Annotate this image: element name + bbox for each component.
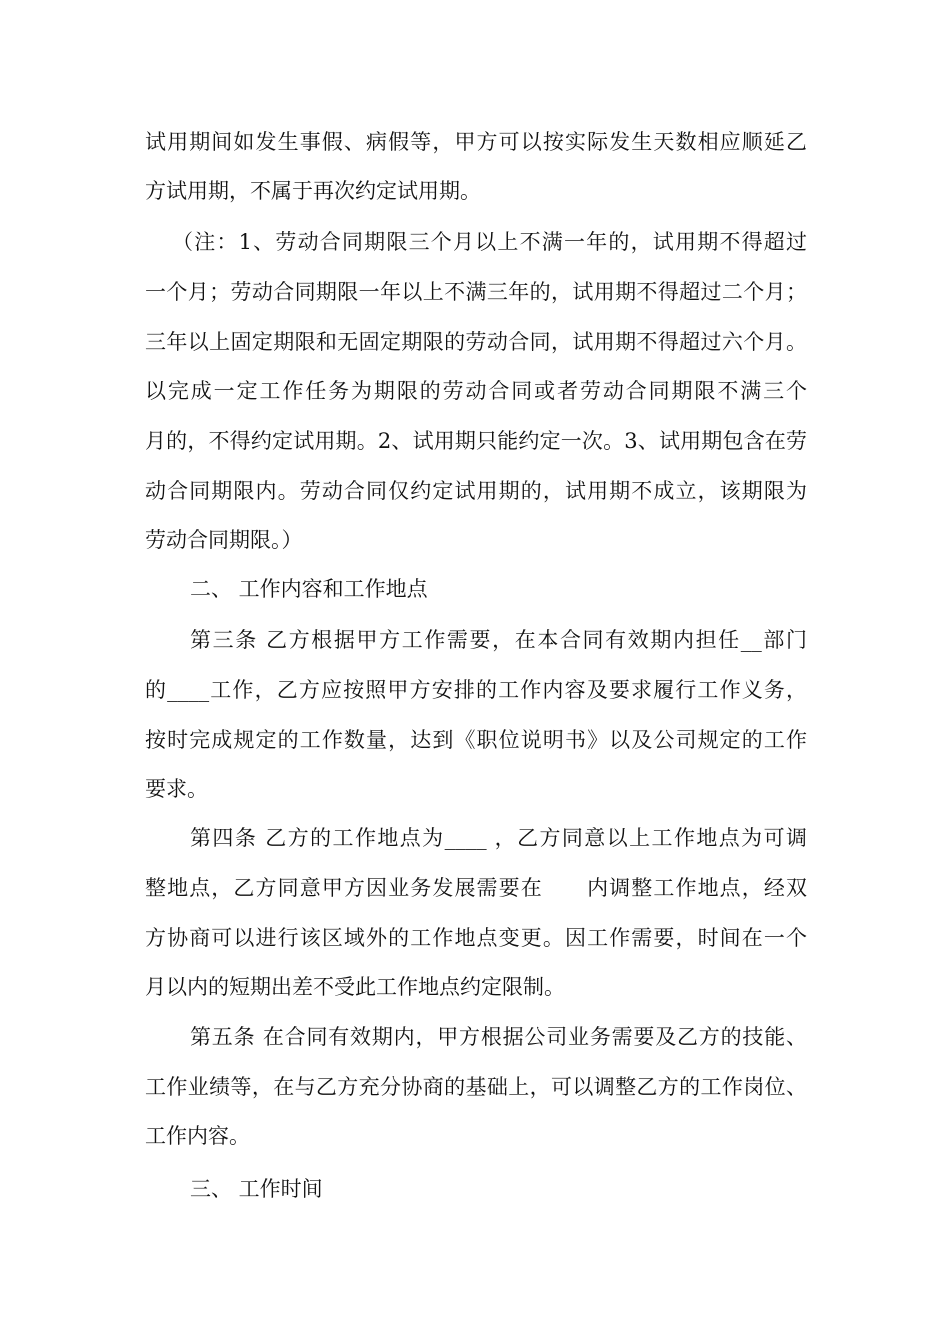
note-line: 动合同期限内。劳动合同仅约定试用期的，试用期不成立，该期限为 (145, 479, 807, 503)
article-line: 第四条 乙方的工作地点为____ ，乙方同意以上工作地点为可调 (190, 826, 807, 850)
article-line: 月以内的短期出差不受此工作地点约定限制。 (145, 975, 565, 999)
note-line: 一个月；劳动合同期限一年以上不满三年的，试用期不得超过二个月； (145, 280, 807, 304)
article-line: 第五条 在合同有效期内，甲方根据公司业务需要及乙方的技能、 (190, 1025, 807, 1049)
article-line: 的____工作，乙方应按照甲方安排的工作内容及要求履行工作义务， (145, 678, 807, 702)
note-line: 三年以上固定期限和无固定期限的劳动合同，试用期不得超过六个月。 (145, 330, 807, 354)
note-line: 以完成一定工作任务为期限的劳动合同或者劳动合同期限不满三个 (145, 379, 807, 403)
article-line: 方协商可以进行该区域外的工作地点变更。因工作需要，时间在一个 (145, 926, 807, 950)
article-line: 整地点，乙方同意甲方因业务发展需要在 内调整工作地点，经双 (145, 876, 807, 900)
article-line: 要求。 (145, 777, 208, 801)
section-heading: 二、 工作内容和工作地点 (190, 577, 428, 601)
note-line: 劳动合同期限。） (145, 528, 303, 552)
paragraph-line: 方试用期，不属于再次约定试用期。 (145, 179, 481, 203)
paragraph-line: 试用期间如发生事假、病假等，甲方可以按实际发生天数相应顺延乙 (145, 130, 807, 154)
article-line: 按时完成规定的工作数量，达到《职位说明书》以及公司规定的工作 (145, 728, 807, 752)
note-line: （注：1、劳动合同期限三个月以上不满一年的，试用期不得超过 (172, 230, 807, 254)
section-heading: 三、 工作时间 (190, 1177, 323, 1201)
article-line: 工作业绩等，在与乙方充分协商的基础上，可以调整乙方的工作岗位、 (145, 1075, 807, 1099)
article-line: 第三条 乙方根据甲方工作需要，在本合同有效期内担任__部门 (190, 628, 807, 652)
article-line: 工作内容。 (145, 1124, 250, 1148)
note-line: 月的，不得约定试用期。2、试用期只能约定一次。3、试用期包含在劳 (145, 429, 807, 453)
